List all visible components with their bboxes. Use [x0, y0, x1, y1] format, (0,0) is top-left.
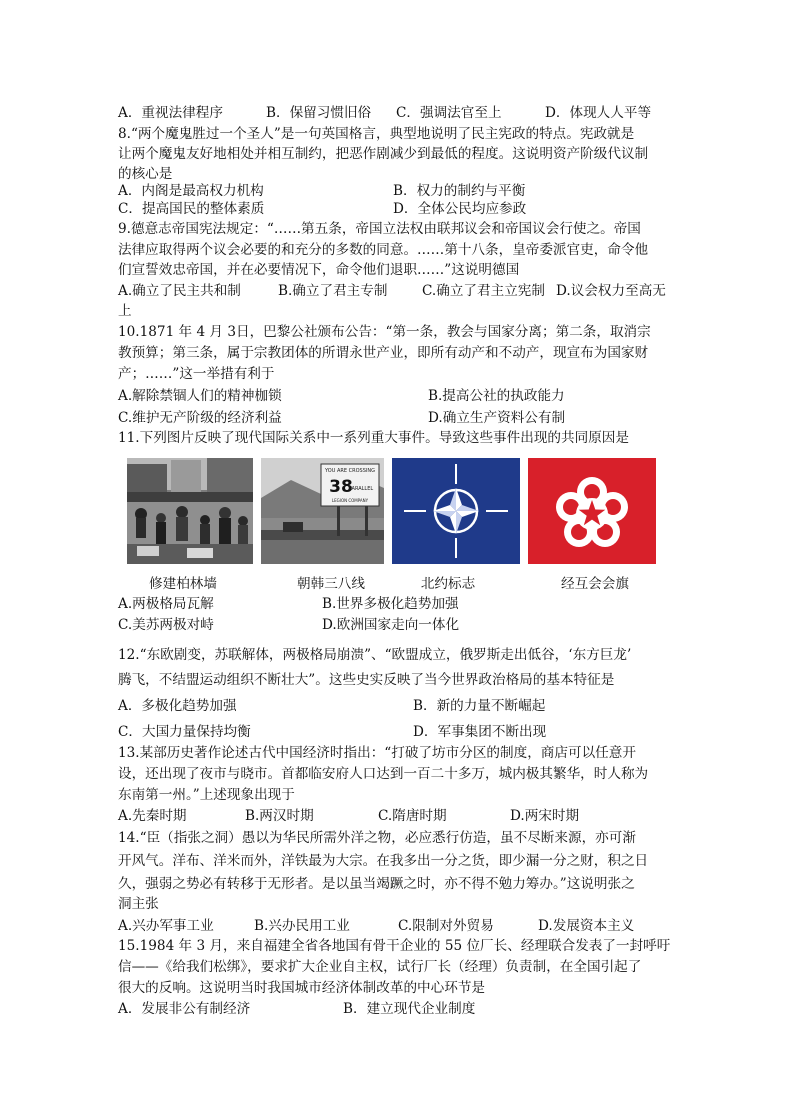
q14-option-b: B.兴办民用工业 — [254, 918, 350, 934]
q7-option-a: A．重视法律程序 — [118, 105, 223, 121]
38th-parallel-photo — [261, 458, 384, 564]
q12-stem-line: 12.“东欧剧变，苏联解体，两极格局崩溃”、“欧盟成立，俄罗斯走出低谷，‘东方巨龙’ — [118, 647, 632, 663]
q9-stem-line: 9.德意志帝国宪法规定：“……第五条，帝国立法权由联邦议会和帝国议会行使之。帝国 — [118, 221, 641, 237]
q7-option-c: C．强调法官至上 — [396, 105, 502, 121]
comecon-flag-image — [528, 458, 656, 564]
q11-option-a: A.两极格局瓦解 — [118, 596, 214, 612]
nato-logo-image — [392, 458, 520, 564]
q13-stem-line: 东南第一州。”上述现象出现于 — [118, 787, 295, 803]
q11-stem-line: 11.下列图片反映了现代国际关系中一系列重大事件。导致这些事件出现的共同原因是 — [118, 430, 629, 446]
q14-stem-line: 久，强弱之势必有转移于无形者。是以虽当竭蹶之时，亦不得不勉力筹办。”这说明张之 — [118, 876, 635, 892]
q15-stem-line: 很大的反响。这说明当时我国城市经济体制改革的中心环节是 — [118, 980, 486, 996]
caption-nato: 北约标志 — [420, 576, 476, 592]
q7-option-d: D．体现人人平等 — [545, 105, 652, 121]
q14-stem-line: 14.“臣（指张之洞）愚以为华民所需外洋之物，必应悉行仿造，虽不尽断来源，亦可渐 — [118, 830, 636, 846]
q12-option-b: B．新的力量不断崛起 — [413, 698, 546, 714]
q10-option-a: A.解除禁锢人们的精神枷锁 — [118, 388, 282, 404]
q13-stem-line: 13.某部历史著作论述古代中国经济时指出：“打破了坊市分区的制度，商店可以任意开 — [118, 745, 636, 761]
caption-38th-parallel: 朝韩三八线 — [297, 576, 365, 592]
q14-option-c: C.限制对外贸易 — [398, 918, 494, 934]
q15-stem-line: 15.1984 年 3 月，来自福建全省各地国有骨干企业的 55 位厂长、经理联合发表了一封呼吁 — [118, 938, 671, 954]
q9-stem-line: 法律应取得两个议会必要的和充分的多数的同意。……第十八条，皇帝委派官吏，命令他 — [118, 242, 649, 258]
q14-stem-line: 洞主张 — [118, 896, 159, 912]
q15-option-b: B．建立现代企业制度 — [343, 1001, 476, 1017]
q8-stem-line: 8.“两个魔鬼胜过一个圣人”是一句英国格言，典型地说明了民主宪政的特点。宪政就是 — [118, 126, 635, 142]
q13-stem-line: 设，还出现了夜市与晓市。首都临安府人口达到一百二十多万，城内极其繁华，时人称为 — [118, 766, 649, 782]
q8-option-a: A．内阁是最高权力机构 — [118, 183, 264, 199]
q13-option-d: D.两宋时期 — [510, 808, 580, 824]
q12-stem-line: 腾飞，不结盟运动组织不断壮大”。这些史实反映了当今世界政治格局的基本特征是 — [118, 672, 615, 688]
q10-stem-line: 教预算；第三条，属于宗教团体的所谓永世产业，即所有动产和不动产，现宣布为国家财 — [118, 345, 649, 361]
q11-option-b: B.世界多极化趋势加强 — [322, 596, 459, 612]
q7-option-b: B．保留习惯旧俗 — [266, 105, 372, 121]
q10-option-c: C.维护无产阶级的经济利益 — [118, 410, 282, 426]
q12-option-c: C．大国力量保持均衡 — [118, 724, 251, 740]
q9-option-b: B.确立了君主专制 — [278, 283, 388, 299]
q10-stem-line: 10.1871 年 4 月 3日，巴黎公社颁布公告：“第一条，教会与国家分离；第二条，取消宗 — [118, 324, 651, 340]
q8-option-b: B．权力的制约与平衡 — [393, 183, 526, 199]
q15-option-a: A．发展非公有制经济 — [118, 1001, 251, 1017]
q15-stem-line: 信——《给我们松绑》，要求扩大企业自主权，试行厂长（经理）负责制，在全国引起了 — [118, 959, 642, 975]
q14-option-a: A.兴办军事工业 — [118, 918, 214, 934]
q10-option-b: B.提高公社的执政能力 — [428, 388, 565, 404]
q13-option-a: A.先秦时期 — [118, 808, 187, 824]
q9-option-a: A.确立了民主共和制 — [118, 283, 241, 299]
q9-stem-line: 们宣誓效忠帝国，并在必要情况下，命令他们退职……”这说明德国 — [118, 262, 520, 278]
q13-option-c: C.隋唐时期 — [378, 808, 447, 824]
sign-text-top: YOU ARE CROSSING — [325, 468, 375, 474]
caption-comecon: 经互会会旗 — [561, 576, 629, 592]
q10-stem-line: 产；……”这一举措有利于 — [118, 366, 275, 382]
sign-text-parallel: PARALLEL — [348, 486, 374, 492]
q9-option-d-wrap: 上 — [118, 303, 132, 319]
q14-option-d: D.发展资本主义 — [538, 918, 635, 934]
berlin-wall-photo — [127, 458, 253, 564]
q9-option-c: C.确立了君主立宪制 — [422, 283, 545, 299]
q13-option-b: B.两汉时期 — [245, 808, 314, 824]
q8-option-d: D．全体公民均应参政 — [393, 201, 527, 217]
q8-option-c: C．提高国民的整体素质 — [118, 201, 265, 217]
sign-text-bottom: LEGION COMPANY — [331, 498, 369, 503]
q11-option-c: C.美苏两极对峙 — [118, 617, 214, 633]
q11-option-d: D.欧洲国家走向一体化 — [322, 617, 460, 633]
caption-berlin-wall: 修建柏林墙 — [149, 576, 217, 592]
q14-stem-line: 开风气。洋布、洋米而外，洋铁最为大宗。在我多出一分之货，即少漏一分之财，积之日 — [118, 853, 649, 869]
q8-stem-line: 的核心是 — [118, 166, 173, 182]
q12-option-a: A．多极化趋势加强 — [118, 698, 237, 714]
sign-text-38: 38 — [329, 477, 353, 497]
q10-option-d: D.确立生产资料公有制 — [428, 410, 566, 426]
q8-stem-line: 让两个魔鬼友好地相处并相互制约，把恶作剧减少到最低的程度。这说明资产阶级代议制 — [118, 146, 649, 162]
q12-option-d: D．军事集团不断出现 — [413, 724, 547, 740]
q9-option-d: D.议会权力至高无 — [556, 283, 666, 299]
